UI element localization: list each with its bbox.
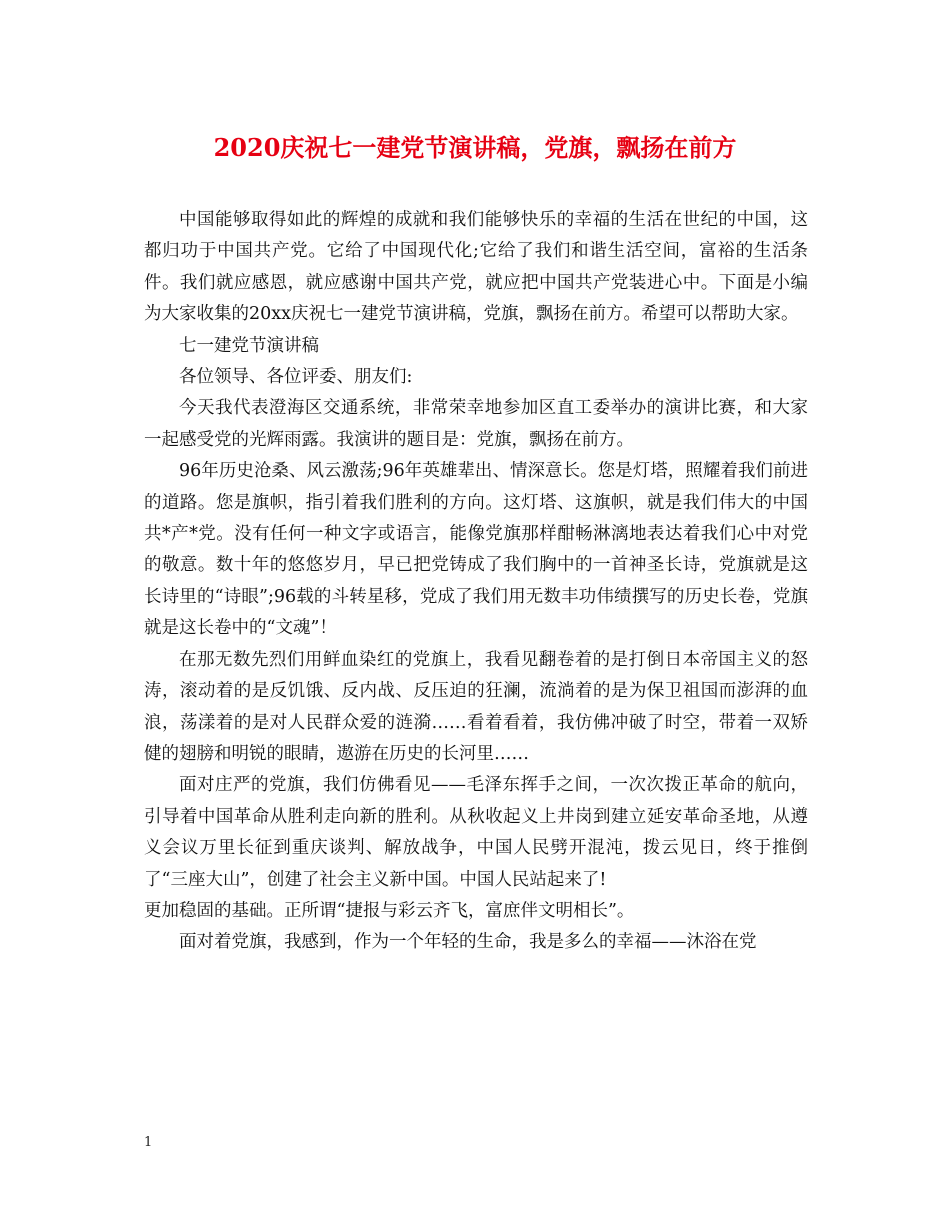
paragraph-facing-flag: 面对着党旗，我感到，作为一个年轻的生命，我是多么的幸福——沐浴在党 [179,932,757,953]
page-title: 2020庆祝七一建党节演讲稿，党旗，飘扬在前方 [213,133,737,162]
paragraph-opening: 今天我代表澄海区交通系统，非常荣幸地参加区直工委举办的演讲比赛，和大家一起感受党的光辉雨露。我演讲的题目是：党旗，飘扬在前方。 [144,398,808,450]
paragraph-96-years: 96年历史沧桑、风云激荡;96年英雄辈出、情深意长。您是灯塔，照耀着我们前进的道路。您是旗帜，指引着我们胜利的方向。这灯塔、这旗帜，就是我们伟大的中国共*产*党。没有任何一种文字或语言，能像党旗那样酣畅淋漓地表达着我们心中对党的敬意。数十年的悠悠岁月，早已把党铸成了我们胸中的一首神圣长诗，党旗就是这长诗里的“诗眼”;96载的斗转星移，党成了我们用无数丰功伟绩撰写的历史长卷，党旗就是这长卷中的“文魂”！ [144,461,808,639]
paragraph-intro: 中国能够取得如此的辉煌的成就和我们能够快乐的幸福的生活在世纪的中国，这都归功于中国共产党。它给了中国现代化;它给了我们和谐生活空间，富裕的生活条件。我们就应感恩，就应感谢中国共产党，就应把中国共产党装进心中。下面是小编为大家收集的20xx庆祝七一建党节演讲稿，党旗，飘扬在前方。希望可以帮助大家。 [144,210,808,325]
paragraph-speech-heading: 七一建党节演讲稿 [179,335,319,356]
document-body [144,205,808,959]
page-number: 1 [144,1135,153,1150]
paragraph-mao: 面对庄严的党旗，我们仿佛看见——毛泽东挥手之间，一次次拨正革命的航向，引导着中国革命从胜利走向新的胜利。从秋收起义上井岗到建立延安革命圣地，从遵义会议万里长征到重庆谈判、解放战争，中国人民劈开混沌，拨云见日，终于推倒了“三座大山”，创建了社会主义新中国。中国人民站起来了! [144,775,808,890]
paragraph-foundation: 更加稳固的基础。正所谓“捷报与彩云齐飞，富庶伴文明相长”。 [144,900,635,921]
paragraph-martyrs: 在那无数先烈们用鲜血染红的党旗上，我看见翻卷着的是打倒日本帝国主义的怒涛，滚动着的是反饥饿、反内战、反压迫的狂澜，流淌着的是为保卫祖国而澎湃的血浪，荡漾着的是对人民群众爱的涟漪……看着看着，我仿佛冲破了时空，带着一双矫健的翅膀和明锐的眼睛，遨游在历史的长河里…… [144,649,808,764]
paragraph-salutation: 各位领导、各位评委、朋友们: [179,367,413,388]
